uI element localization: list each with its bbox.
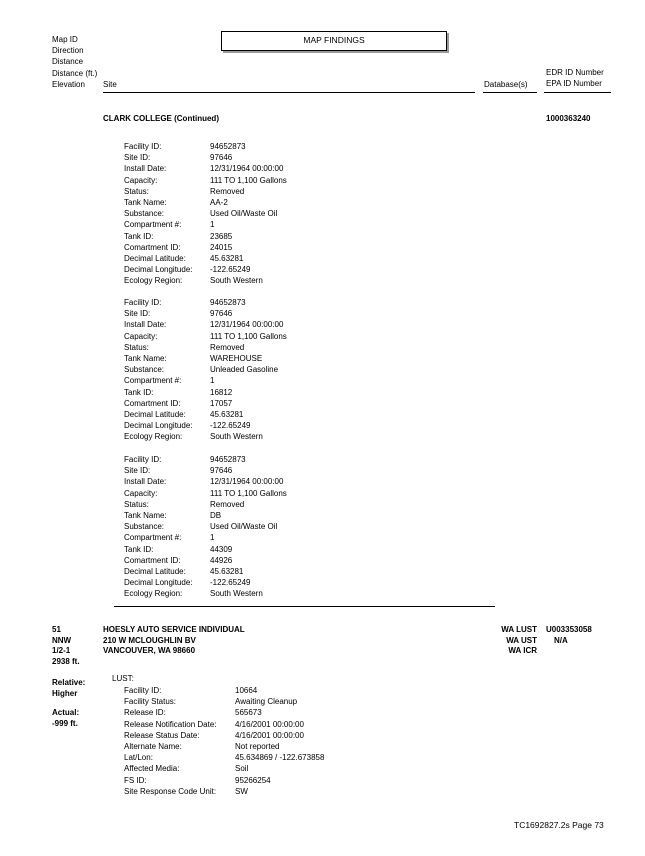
field-value: 10664: [235, 686, 258, 695]
page-footer: TC1692827.2s Page 73: [514, 820, 604, 830]
field-value: AA-2: [210, 197, 228, 207]
field-value: 111 TO 1,100 Gallons: [210, 331, 287, 341]
column-header-site: Site: [103, 80, 117, 89]
site-databases: [482, 624, 537, 656]
field-value: 12/31/1964 00:00:00: [210, 320, 284, 330]
record-row: [124, 499, 287, 510]
field-label: Status:: [124, 186, 149, 196]
record-row: [124, 208, 287, 219]
column-header-databases: Database(s): [484, 80, 528, 89]
field-label: Site Response Code Unit:: [124, 786, 217, 796]
record-row: [124, 420, 287, 431]
page-title: MAP FINDINGS: [221, 31, 447, 51]
field-label: FS ID:: [124, 775, 147, 785]
record-row: [124, 454, 287, 465]
site-ids: [546, 624, 592, 645]
record-row: [124, 219, 287, 230]
field-label: Decimal Latitude:: [124, 253, 186, 263]
record-row: [124, 141, 287, 152]
field-value: Removed: [210, 499, 245, 509]
field-value: 17057: [210, 398, 233, 408]
field-label: Install Date:: [124, 477, 167, 487]
field-value: Soil: [235, 764, 249, 774]
field-value: 95266254: [235, 775, 271, 785]
field-label: Capacity:: [124, 175, 158, 185]
record-row: [124, 763, 324, 774]
field-value: 45.63281: [210, 409, 244, 419]
field-value: 44926: [210, 555, 233, 565]
record-row: [124, 775, 324, 786]
distance: 1/2-1: [52, 646, 71, 656]
record-row: [124, 719, 324, 730]
record-row: [124, 275, 287, 286]
edr-id-number: 1000363240: [546, 114, 591, 123]
record-row: [124, 375, 287, 386]
record-row: [124, 577, 287, 588]
field-value: 4/16/2001 00:00:00: [235, 719, 304, 729]
header-column-labels: [52, 34, 97, 90]
field-value: 97646: [210, 309, 233, 319]
edr-id-number: U003353058: [546, 625, 592, 634]
field-label: Compartment #:: [124, 220, 182, 230]
record-row: [124, 510, 287, 521]
field-value: -122.65249: [210, 421, 251, 431]
relative-label: Relative:: [52, 678, 86, 687]
field-label: Capacity:: [124, 331, 158, 341]
lust-section-label: LUST:: [112, 674, 134, 683]
field-value: WAREHOUSE: [210, 353, 263, 363]
record-row: [124, 532, 287, 543]
field-label: Tank Name:: [124, 353, 167, 363]
field-label: Status:: [124, 499, 149, 509]
field-value: Unleaded Gasoline: [210, 365, 279, 375]
field-label: Site ID:: [124, 466, 151, 476]
field-value: 565673: [235, 708, 262, 718]
field-label: Compartment #:: [124, 533, 182, 543]
record-row: [124, 786, 324, 797]
record-row: [124, 488, 287, 499]
header-rule-site: [103, 92, 475, 93]
label-edr-id: EDR ID Number: [546, 68, 604, 77]
field-value: 1: [210, 533, 215, 543]
field-value: 94652873: [210, 455, 246, 464]
record-row: [124, 685, 324, 696]
record-row: [124, 696, 324, 707]
record-row: [124, 409, 287, 420]
field-value: Used Oil/Waste Oil: [210, 209, 278, 219]
field-label: Facility ID:: [124, 298, 162, 307]
site-map-info: [52, 624, 80, 666]
field-label: Decimal Longitude:: [124, 578, 193, 588]
record-row: [124, 297, 287, 308]
field-value: 45.63281: [210, 253, 244, 263]
field-label: Substance:: [124, 209, 165, 219]
field-label: Decimal Longitude:: [124, 421, 193, 431]
record-row: [124, 319, 287, 330]
map-id: 51: [52, 625, 61, 634]
record-row: [124, 342, 287, 353]
site-address: 210 W MCLOUGHLIN BV: [103, 635, 196, 645]
label-map-id: Map ID: [52, 35, 78, 44]
field-label: Install Date:: [124, 320, 167, 330]
record-row: [124, 387, 287, 398]
field-value: Removed: [210, 186, 245, 196]
record-row: [124, 152, 287, 163]
field-label: Affected Media:: [124, 764, 180, 774]
field-label: Release Status Date:: [124, 730, 200, 740]
field-label: Tank ID:: [124, 387, 154, 397]
record-row: [124, 197, 287, 208]
relative-elevation: [52, 677, 85, 698]
actual-value: -999 ft.: [52, 718, 78, 728]
field-value: 23685: [210, 231, 233, 241]
field-value: 24015: [210, 242, 233, 252]
site-address-block: [103, 624, 245, 656]
field-value: -122.65249: [210, 578, 251, 588]
actual-label: Actual:: [52, 708, 80, 717]
field-label: Facility ID:: [124, 686, 162, 695]
field-label: Install Date:: [124, 164, 167, 174]
field-value: 45.634869 / -122.673858: [235, 753, 325, 763]
field-value: 97646: [210, 466, 233, 476]
label-distance-ft: Distance (ft.): [52, 68, 98, 78]
field-value: 111 TO 1,100 Gallons: [210, 175, 287, 185]
label-epa-id: EPA ID Number: [546, 79, 602, 89]
field-value: Removed: [210, 342, 245, 352]
record-row: [124, 521, 287, 532]
field-value: 16812: [210, 387, 233, 397]
database-item: WA LUST: [501, 625, 537, 634]
field-label: Substance:: [124, 522, 165, 532]
field-value: DB: [210, 510, 222, 520]
field-value: 4/16/2001 00:00:00: [235, 730, 304, 740]
direction: NNW: [52, 635, 72, 645]
label-elevation: Elevation: [52, 79, 85, 89]
field-label: Comartment ID:: [124, 398, 181, 408]
record-row: [124, 431, 287, 442]
field-value: South Western: [210, 432, 263, 442]
label-direction: Direction: [52, 46, 84, 56]
database-item: WA UST: [506, 635, 537, 645]
field-label: Decimal Latitude:: [124, 566, 186, 576]
field-label: Release Notification Date:: [124, 719, 217, 729]
field-value: 97646: [210, 153, 233, 163]
record-row: [124, 163, 287, 174]
record-row: [124, 707, 324, 718]
record-row: [124, 476, 287, 487]
site-name: CLARK COLLEGE (Continued): [103, 114, 219, 123]
record-row: [124, 364, 287, 375]
distance-ft: 2938 ft.: [52, 656, 80, 666]
field-value: -122.65249: [210, 265, 251, 275]
record-row: [124, 231, 287, 242]
record-row: [124, 741, 324, 752]
field-value: Awaiting Cleanup: [235, 697, 298, 707]
field-label: Facility ID:: [124, 455, 162, 464]
lust-record: [124, 685, 324, 797]
field-label: Tank ID:: [124, 544, 154, 554]
record-row: [124, 752, 324, 763]
field-value: Used Oil/Waste Oil: [210, 522, 278, 532]
record-row: [124, 544, 287, 555]
field-label: Site ID:: [124, 309, 151, 319]
field-label: Release ID:: [124, 708, 166, 718]
field-value: Not reported: [235, 741, 280, 751]
record-row: [124, 555, 287, 566]
field-label: Ecology Region:: [124, 276, 183, 286]
record-row: [124, 588, 287, 599]
site-name: HOESLY AUTO SERVICE INDIVIDUAL: [103, 625, 245, 634]
field-label: Decimal Longitude:: [124, 265, 193, 275]
field-label: Substance:: [124, 365, 165, 375]
record-row: [124, 331, 287, 342]
field-label: Facility Status:: [124, 697, 177, 707]
record-row: [124, 398, 287, 409]
record-row: [124, 353, 287, 364]
field-label: Tank Name:: [124, 510, 167, 520]
epa-id-number: N/A: [554, 635, 568, 645]
site-city: VANCOUVER, WA 98660: [103, 646, 196, 656]
record-row: [124, 175, 287, 186]
site-divider: [114, 606, 495, 607]
tank-record: [124, 454, 287, 599]
actual-elevation: [52, 707, 79, 728]
record-row: [124, 566, 287, 577]
database-item: WA ICR: [508, 646, 537, 656]
relative-value: Higher: [52, 688, 78, 698]
field-label: Capacity:: [124, 488, 158, 498]
field-label: Tank ID:: [124, 231, 154, 241]
field-label: Tank Name:: [124, 197, 167, 207]
record-row: [124, 730, 324, 741]
field-value: 12/31/1964 00:00:00: [210, 164, 284, 174]
field-value: 1: [210, 376, 215, 386]
field-value: SW: [235, 786, 248, 796]
record-row: [124, 465, 287, 476]
field-label: Site ID:: [124, 153, 151, 163]
field-value: South Western: [210, 276, 263, 286]
field-value: 94652873: [210, 298, 246, 307]
header-rule-database: [483, 92, 537, 93]
column-header-edr: [546, 67, 604, 90]
field-label: Facility ID:: [124, 142, 162, 151]
tank-record: [124, 141, 287, 286]
field-label: Comartment ID:: [124, 242, 181, 252]
field-label: Ecology Region:: [124, 589, 183, 599]
field-value: 1: [210, 220, 215, 230]
field-value: 45.63281: [210, 566, 244, 576]
field-label: Lat/Lon:: [124, 753, 153, 763]
field-label: Decimal Latitude:: [124, 409, 186, 419]
field-label: Ecology Region:: [124, 432, 183, 442]
field-label: Alternate Name:: [124, 741, 182, 751]
field-label: Compartment #:: [124, 376, 182, 386]
tank-record: [124, 297, 287, 442]
label-distance: Distance: [52, 57, 84, 67]
record-row: [124, 308, 287, 319]
field-value: 111 TO 1,100 Gallons: [210, 488, 287, 498]
field-value: 94652873: [210, 142, 246, 151]
field-label: Comartment ID:: [124, 555, 181, 565]
header-rule-edr: [544, 92, 611, 93]
record-row: [124, 264, 287, 275]
field-label: Status:: [124, 342, 149, 352]
record-row: [124, 186, 287, 197]
field-value: 44309: [210, 544, 233, 554]
record-row: [124, 253, 287, 264]
field-value: South Western: [210, 589, 263, 599]
record-row: [124, 242, 287, 253]
field-value: 12/31/1964 00:00:00: [210, 477, 284, 487]
